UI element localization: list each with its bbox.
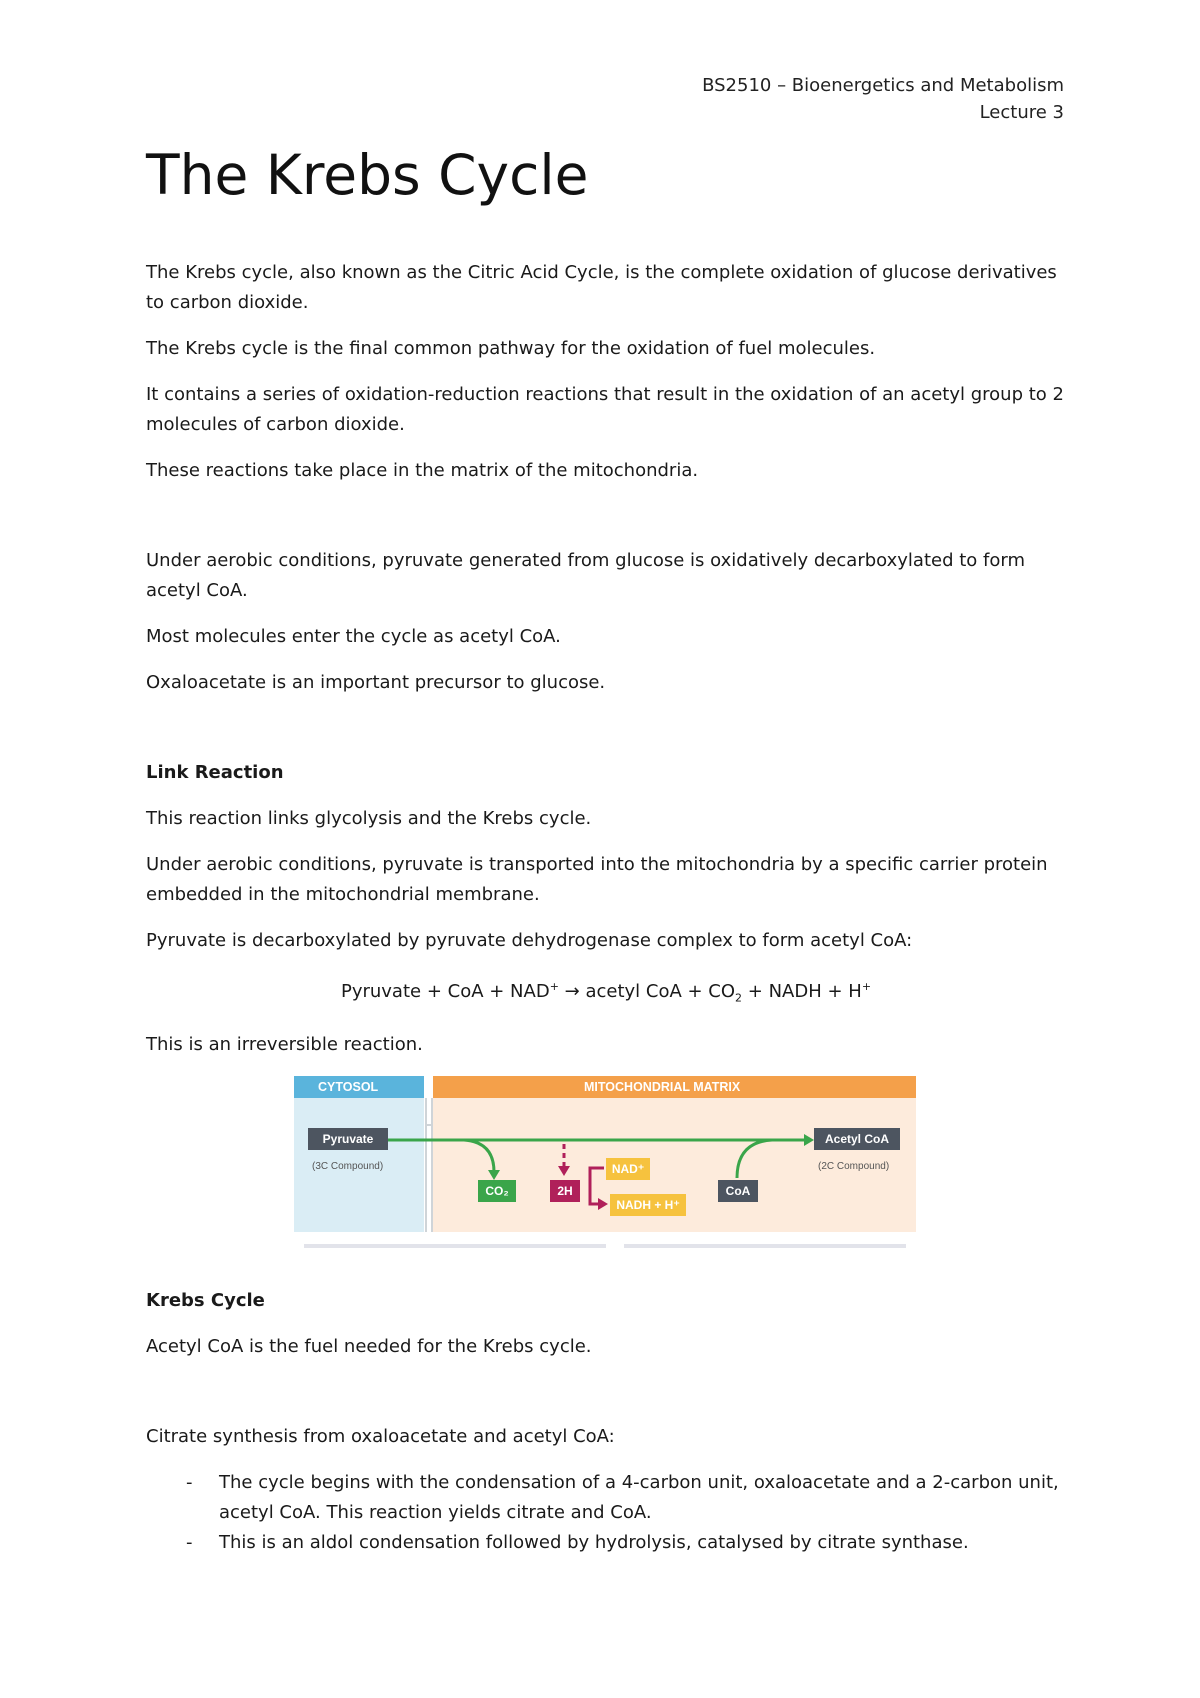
- arrow-icon: →: [564, 981, 580, 1002]
- paragraph: This is an irreversible reaction.: [146, 1033, 423, 1055]
- nadh-box: NADH + H⁺: [610, 1194, 686, 1216]
- acetyl-coa-note: (2C Compound): [818, 1160, 890, 1172]
- paragraph: Under aerobic conditions, pyruvate generated from glucose is oxidatively decarboxylated to form acetyl CoA.: [146, 550, 1025, 601]
- paragraph: These reactions take place in the matrix of the mitochondria.: [146, 460, 699, 481]
- cytosol-label: CYTOSOL: [318, 1079, 379, 1094]
- paragraph: The Krebs cycle is the final common pathway for the oxidation of fuel molecules.: [146, 338, 876, 359]
- paragraph: Oxaloacetate is an important precursor to glucose.: [146, 672, 606, 693]
- section-heading-krebs-cycle: Krebs Cycle: [146, 1289, 265, 1311]
- matrix-label: MITOCHONDRIAL MATRIX: [584, 1079, 741, 1094]
- link-reaction-equation: Pyruvate + CoA + NAD+ → acetyl CoA + $CO_2$ + NADH + H+: [340, 980, 872, 1005]
- link-reaction-diagram: [294, 1076, 916, 1256]
- list-item: - The cycle begins with the condensation of a 4-carbon unit, oxaloacetate and a 2-carbon unit, acetyl CoA. This reaction yields citrate and CoA.: [186, 1471, 1059, 1523]
- paragraph: It contains a series of oxidation-reduction reactions that result in the oxidation of an acetyl group to 2 molecules of carbon dioxide.: [146, 384, 1064, 435]
- paragraph: Citrate synthesis from oxaloacetate and acetyl CoA:: [146, 1425, 615, 1447]
- paragraph: Acetyl CoA is the fuel needed for the Krebs cycle.: [146, 1335, 592, 1357]
- course-title: BS2510 – Bioenergetics and Metabolism: [702, 75, 1064, 96]
- pyruvate-note: (3C Compound): [312, 1160, 384, 1172]
- coa-box: CoA: [718, 1180, 758, 1202]
- paragraph: Most molecules enter the cycle as acetyl CoA.: [146, 626, 561, 647]
- document-title: The Krebs Cycle: [146, 143, 589, 207]
- document-body: [146, 258, 1066, 1558]
- paragraph: The Krebs cycle, also known as the Citric Acid Cycle, is the complete oxidation of glucose derivatives to carbon dioxide.: [146, 262, 1057, 313]
- acetyl-coa-box: Acetyl CoA: [814, 1128, 900, 1150]
- co2-box: CO₂: [478, 1180, 516, 1202]
- section-heading-link-reaction: Link Reaction: [146, 762, 284, 783]
- citrate-bullet-list: [146, 1468, 1066, 1558]
- page-header: [702, 72, 1064, 126]
- paragraph: Pyruvate is decarboxylated by pyruvate dehydrogenase complex to form acetyl CoA:: [146, 930, 913, 951]
- pyruvate-box: Pyruvate: [308, 1128, 388, 1150]
- paragraph: This reaction links glycolysis and the Krebs cycle.: [146, 808, 592, 829]
- nad-box: NAD⁺: [606, 1158, 650, 1180]
- 2h-box: 2H: [550, 1180, 580, 1202]
- paragraph: Under aerobic conditions, pyruvate is transported into the mitochondria by a specific carrier protein embedded in the mitochondrial membrane.: [146, 854, 1048, 905]
- lecture-number: Lecture 3: [979, 102, 1064, 123]
- list-item: - This is an aldol condensation followed by hydrolysis, catalysed by citrate synthase.: [186, 1531, 969, 1553]
